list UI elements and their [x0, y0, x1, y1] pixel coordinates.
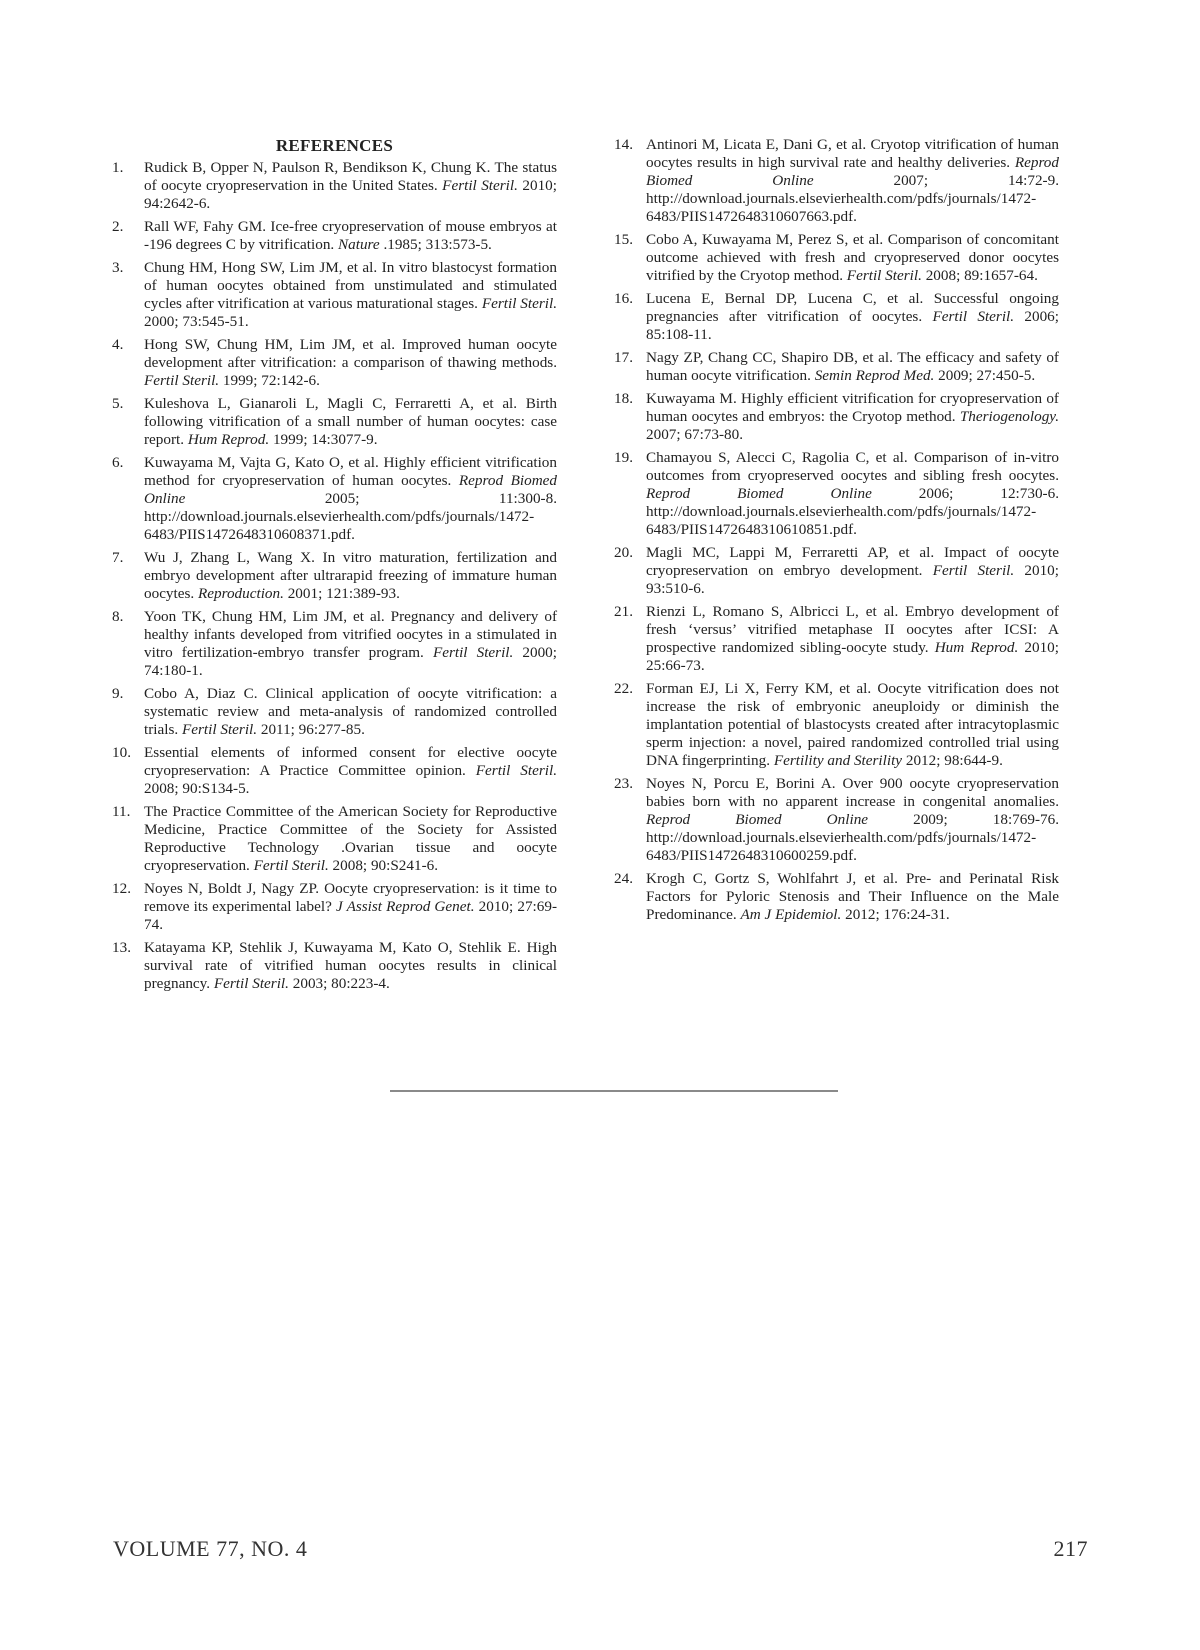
reference-number: 12.: [112, 880, 131, 897]
reference-citation: 2012; 98:644-9.: [902, 752, 1003, 769]
reference-text: Magli MC, Lappi M, Ferraretti AP, et al. Impact of oocyte cryopreservation on embryo development.: [646, 544, 1059, 579]
reference-number: 18.: [614, 390, 633, 407]
reference-text: Rudick B, Opper N, Paulson R, Bendikson K, Chung K. The status of oocyte cryopreservation in the United States.: [144, 159, 557, 194]
reference-item: [112, 608, 557, 680]
reference-journal: Reprod Biomed Online: [144, 472, 557, 507]
reference-text: Kuwayama M. Highly efficient vitrification for cryopreservation of human oocytes and embryos: the Cryotop method.: [646, 390, 1059, 425]
reference-text: Nagy ZP, Chang CC, Shapiro DB, et al. The efficacy and safety of human oocyte vitrification.: [646, 349, 1059, 384]
reference-text: Noyes N, Porcu E, Borini A. Over 900 oocyte cryopreservation babies born with no apparent increase in congenital anomalies.: [646, 775, 1059, 810]
reference-text: Katayama KP, Stehlik J, Kuwayama M, Kato O, Stehlik E. High survival rate of vitrified human oocytes results in clinical pregnancy.: [144, 939, 557, 992]
reference-journal: Hum Reprod.: [187, 431, 270, 448]
reference-text: Krogh C, Gortz S, Wohlfahrt J, et al. Pre- and Perinatal Risk Factors for Pyloric Stenosis and Their Influence on the Male Predominance.: [646, 870, 1059, 923]
reference-citation: 2010; 94:2642-6.: [144, 177, 557, 212]
footer-volume: VOLUME 77, NO. 4: [113, 1536, 308, 1561]
reference-number: 3.: [112, 259, 124, 276]
reference-journal: Fertil Steril.: [213, 975, 289, 992]
reference-citation: 2010; 25:66-73.: [646, 639, 1059, 674]
reference-item: [614, 680, 1059, 770]
reference-citation: 1999; 14:3077-9.: [269, 431, 378, 448]
reference-item: [112, 218, 557, 254]
reference-citation: 2010; 93:510-6.: [646, 562, 1059, 597]
reference-journal: Am J Epidemiol.: [740, 906, 842, 923]
reference-item: [614, 390, 1059, 444]
reference-journal: Reprod Biomed Online: [646, 154, 1059, 189]
reference-journal: Theriogenology.: [959, 408, 1059, 425]
reference-text: Noyes N, Boldt J, Nagy ZP. Oocyte cryopreservation: is it time to remove its experimental label?: [144, 880, 557, 915]
reference-number: 21.: [614, 603, 633, 620]
reference-text: The Practice Committee of the American Society for Reproductive Medicine, Practice Committee of the Society for Assisted Reproductive Technology .Ovarian tissue and oocyte cryopreservation.: [144, 803, 557, 874]
reference-citation: 2011; 96:277-85.: [257, 721, 365, 738]
reference-journal: Hum Reprod.: [934, 639, 1019, 656]
reference-item: [112, 744, 557, 798]
reference-text: Forman EJ, Li X, Ferry KM, et al. Oocyte vitrification does not increase the risk of embryonic aneuploidy or diminish the implantation potential of blastocysts created after intracytoplasmic sperm injection: a novel, paired randomized controlled trial using DNA fingerprinting.: [646, 680, 1059, 769]
reference-journal: Fertil Steril.: [144, 372, 220, 389]
references-heading: REFERENCES: [275, 136, 394, 155]
reference-citation: 2006; 85:108-11.: [646, 308, 1059, 343]
reference-list-left: [112, 159, 557, 993]
references-column-right: [614, 136, 1059, 929]
reference-item: [112, 803, 557, 875]
reference-citation: 2003; 80:223-4.: [288, 975, 390, 992]
reference-number: 1.: [112, 159, 124, 176]
reference-citation: 2000; 73:545-51.: [144, 313, 249, 330]
section-divider: [390, 1090, 838, 1092]
reference-journal: Reprod Biomed Online: [646, 811, 869, 828]
reference-item: [614, 136, 1059, 226]
reference-item: [614, 231, 1059, 285]
reference-citation: 2010; 27:69-74.: [144, 898, 558, 933]
reference-text: Yoon TK, Chung HM, Lim JM, et al. Pregnancy and delivery of healthy infants developed from vitrified oocytes in a stimulated in vitro fertilization-embryo transfer program.: [144, 608, 557, 661]
reference-number: 15.: [614, 231, 633, 248]
reference-item: [614, 349, 1059, 385]
reference-citation: 2005; 11:300-8. http://download.journals.elsevierhealth.com/pdfs/journals/1472-6483/PIIS1472648310608371.pdf.: [144, 490, 557, 543]
reference-number: 8.: [112, 608, 124, 625]
reference-number: 11.: [112, 803, 131, 820]
reference-number: 7.: [112, 549, 124, 566]
reference-item: [112, 454, 557, 544]
reference-text: Essential elements of informed consent for elective oocyte cryopreservation: A Practice Committee opinion.: [144, 744, 557, 779]
reference-number: 5.: [112, 395, 124, 412]
reference-item: [112, 685, 557, 739]
reference-citation: 2009; 27:450-5.: [934, 367, 1036, 384]
reference-citation: 1999; 72:142-6.: [219, 372, 320, 389]
reference-citation: 2007; 14:72-9. http://download.journals.elsevierhealth.com/pdfs/journals/1472-6483/PIIS1472648310607663.pdf.: [646, 172, 1059, 225]
reference-number: 24.: [614, 870, 633, 887]
reference-number: 23.: [614, 775, 633, 792]
reference-number: 17.: [614, 349, 633, 366]
footer-page-number: 217: [1053, 1536, 1088, 1561]
reference-item: [112, 159, 557, 213]
reference-citation: 2008; 90:S241-6.: [328, 857, 439, 874]
reference-citation: 2007; 67:73-80.: [646, 426, 744, 443]
reference-journal: Fertil Steril.: [442, 177, 518, 194]
reference-journal: Fertil Steril.: [932, 308, 1015, 325]
reference-journal: Fertil Steril.: [253, 857, 329, 874]
reference-item: [112, 395, 557, 449]
reference-citation: 2009; 18:769-76. http://download.journals.elsevierhealth.com/pdfs/journals/1472-6483/PIIS1472648310600259.pdf.: [646, 811, 1060, 864]
reference-citation: 2008; 89:1657-64.: [921, 267, 1038, 284]
reference-journal: Fertil Steril.: [432, 644, 514, 661]
reference-citation: 2006; 12:730-6. http://download.journals.elsevierhealth.com/pdfs/journals/1472-6483/PIIS1472648310610851.pdf.: [646, 485, 1060, 538]
reference-journal: Semin Reprod Med.: [814, 367, 935, 384]
reference-text: Cobo A, Kuwayama M, Perez S, et al. Comparison of concomitant outcome achieved with fresh and cryopreserved donor oocytes vitrified by the Cryotop method.: [646, 231, 1059, 284]
references-column-left: [112, 136, 557, 998]
reference-item: [112, 549, 557, 603]
reference-citation: 2001; 121:389-93.: [283, 585, 400, 602]
reference-item: [112, 880, 557, 934]
reference-number: 10.: [112, 744, 131, 761]
reference-number: 9.: [112, 685, 124, 702]
reference-citation: 2012; 176:24-31.: [841, 906, 950, 923]
reference-text: Antinori M, Licata E, Dani G, et al. Cryotop vitrification of human oocytes results in high survival rate and healthy deliveries.: [646, 136, 1059, 171]
reference-journal: J Assist Reprod Genet.: [335, 898, 475, 915]
reference-journal: Reproduction.: [198, 585, 284, 602]
reference-item: [614, 449, 1059, 539]
reference-journal: Nature: [338, 236, 380, 253]
reference-text: Kuwayama M, Vajta G, Kato O, et al. Highly efficient vitrification method for cryopreservation of human oocytes.: [144, 454, 557, 489]
reference-text: Rienzi L, Romano S, Albricci L, et al. Embryo development of fresh ‘versus’ vitrified metaphase II oocytes after ICSI: A prospective randomized sibling-oocyte study.: [646, 603, 1059, 656]
reference-text: Wu J, Zhang L, Wang X. In vitro maturation, fertilization and embryo development after ultrarapid freezing of immature human oocytes.: [144, 549, 557, 602]
reference-citation: 2000; 74:180-1.: [144, 644, 557, 679]
reference-journal: Fertil Steril.: [475, 762, 557, 779]
reference-item: [614, 870, 1059, 924]
reference-journal: Fertil Steril.: [181, 721, 258, 738]
reference-citation: .1985; 313:573-5.: [379, 236, 492, 253]
reference-number: 14.: [614, 136, 633, 153]
reference-number: 6.: [112, 454, 124, 471]
reference-journal: Fertil Steril.: [932, 562, 1015, 579]
reference-item: [614, 290, 1059, 344]
reference-item: [112, 939, 557, 993]
reference-journal: Fertility and Sterility: [773, 752, 903, 769]
reference-text: Chamayou S, Alecci C, Ragolia C, et al. Comparison of in-vitro outcomes from cryopreserved oocytes and sibling fresh oocytes.: [646, 449, 1059, 484]
reference-text: Kuleshova L, Gianaroli L, Magli C, Ferraretti A, et al. Birth following vitrification of a small number of human oocytes: case report.: [144, 395, 557, 448]
reference-number: 4.: [112, 336, 124, 353]
reference-number: 13.: [112, 939, 131, 956]
reference-text: Chung HM, Hong SW, Lim JM, et al. In vitro blastocyst formation of human oocytes obtained from unstimulated and stimulated cycles after vitrification at various maturational stages.: [144, 259, 557, 312]
reference-item: [112, 259, 557, 331]
reference-item: [614, 775, 1059, 865]
reference-text: Hong SW, Chung HM, Lim JM, et al. Improved human oocyte development after vitrification: a comparison of thawing methods.: [144, 336, 557, 371]
reference-journal: Fertil Steril.: [846, 267, 922, 284]
reference-item: [614, 603, 1059, 675]
reference-number: 20.: [614, 544, 633, 561]
reference-number: 22.: [614, 680, 633, 697]
reference-item: [614, 544, 1059, 598]
reference-number: 19.: [614, 449, 633, 466]
reference-list-right: [614, 136, 1059, 924]
reference-journal: Reprod Biomed Online: [646, 485, 872, 502]
reference-text: Rall WF, Fahy GM. Ice-free cryopreservation of mouse embryos at -196 degrees C by vitrification.: [144, 218, 557, 253]
reference-number: 2.: [112, 218, 124, 235]
reference-text: Lucena E, Bernal DP, Lucena C, et al. Successful ongoing pregnancies after vitrification of oocytes.: [646, 290, 1059, 325]
reference-number: 16.: [614, 290, 633, 307]
reference-text: Cobo A, Diaz C. Clinical application of oocyte vitrification: a systematic review and meta-analysis of randomized controlled trials.: [144, 685, 557, 738]
reference-citation: 2008; 90:S134-5.: [144, 780, 250, 797]
reference-item: [112, 336, 557, 390]
reference-journal: Fertil Steril.: [481, 295, 557, 312]
